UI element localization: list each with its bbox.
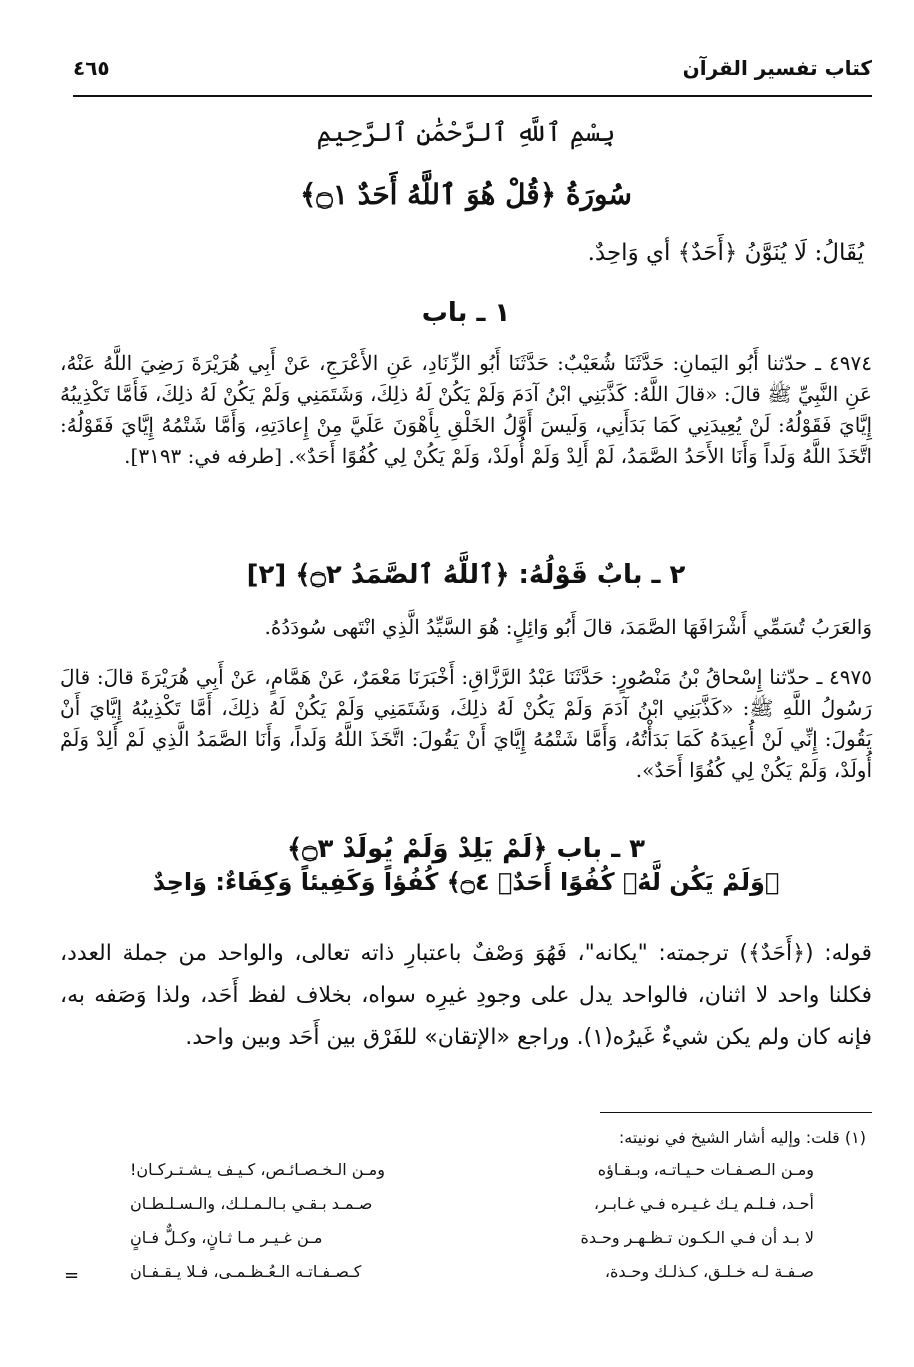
page-number: ٤٦٥	[73, 56, 110, 80]
commentary-paragraph: قوله: (﴿أَحَدٌ﴾) ترجمته: "يكانه"، فَهُوَ وَصْفٌ باعتبارِ ذاته تعالى، والواحد من جملة العدد، فكلنا واحد لا اثنان، فالواحد يدل على وجودِ غيرِه سواه، بخلاف لفظ أَحَد، ولذا وَصَفه به، فإنه كان ولم يكن شيءٌ غَيرُه(١). وراجع «الإتقان» للفَرْق بين أَحَد وبين واحد.	[60, 941, 872, 1050]
footnote-divider	[600, 1112, 872, 1113]
intro-line: يُقَالُ: لَا يُنَوَّنُ ﴿أَحَدٌ﴾ أي وَاحِدٌ.	[587, 240, 864, 266]
hadith-4974: ٤٩٧٤ ـ حدّثنا أَبُو اليَمانِ: حَدَّثَنَا شُعَيْبٌ: حَدَّثَنَا أَبُو الزِّنَادِ، عَنِ الأَعْرَجِ، عَنْ أَبِي هُرَيْرَةَ رَضِيَ اللَّهُ عَنْهُ، عَنِ النَّبِيِّ ﷺ قالَ: «قالَ اللَّهُ: كَذَّبَنِي ابْنُ آدَمَ وَلَمْ يَكُنْ لَهُ ذلِكَ، وَشَتَمَنِي وَلَمْ يَكُنْ لَهُ ذلِكَ، فَأَمَّا تَكْذِيبُهُ إِيَّايَ فَقَوْلُهُ: لَنْ يُعِيدَنِي كَمَا بَدَأَنِي، وَلَيسَ أَوَّلُ الخَلْقِ بِأَهْوَنَ عَلَيَّ مِنْ إِعادَتِهِ، وَأَمَّا شَتْمُهُ إِيَّايَ فَقَوْلُهُ: اتَّخَذَ اللَّهُ وَلَداً وَأَنَا الأَحَدُ الصَّمَدُ، لَمْ أَلِدْ وَلَمْ أُولَدْ، وَلَمْ يَكُنْ لِي كُفُوًا أَحَدٌ». [طرفه في: ٣١٩٣].	[60, 351, 872, 468]
continuation-mark: =	[64, 1265, 80, 1286]
hadith-4975: ٤٩٧٥ ـ حدّثنا إِسْحاقُ بْنُ مَنْصُورٍ: حَدَّثَنَا عَبْدُ الرَّزَّاقِ: أَخْبَرَنَا مَعْمَرٌ، عَنْ هَمَّامٍ، عَنْ أَبِي هُرَيْرَةَ قالَ: قالَ رَسُولُ اللَّهِ ﷺ: «كَذَّبَنِي ابْنُ آدَمَ وَلَمْ يَكُنْ لَهُ ذلِكَ، وَشَتَمَنِي وَلَمْ يَكُنْ لَهُ ذلِكَ، أَمَّا تَكْذِيبُهُ إِيَّايَ أَنْ يَقُولَ: إِنِّي لَنْ أُعِيدَهُ كَمَا بَدَأْتُهُ، وَأَمَّا شَتْمُهُ إِيَّايَ أَنْ يَقُولَ: اتَّخَذَ اللَّهُ وَلَداً، وَأَنَا الصَّمَدُ الَّذِي لَمْ أَلِدْ وَلَمْ أُولَدْ، وَلَمْ يَكُنْ لِي كُفُوًا أَحَدٌ».	[60, 665, 872, 782]
chapter-heading-2: ٢ ـ بابٌ قَوْلُهُ: ﴿ٱللَّهُ ٱلصَّمَدُ ۝٢﴾ [٢]	[246, 560, 686, 590]
page-header	[73, 52, 872, 88]
verse-second-half: مـن غـيـر مـا ثـانٍ، وكـلٌّ فـانٍ	[130, 1228, 323, 1247]
verse-first-half: ومـن الـصـفـات حـيـاتـه، وبـقـاؤه	[597, 1160, 814, 1179]
verse-second-half: صـمـد بـقـي بـالـمـلـك، والـسـلـطـان	[130, 1194, 373, 1213]
verse-first-half: صـفـة لـه خـلـق، كـذلـك وحـدة،	[604, 1262, 814, 1281]
header-divider	[73, 95, 872, 97]
verse-first-half: أحـد، فـلـم يـك غـيـره فـي غـابـر،	[593, 1194, 814, 1213]
poem-verse	[130, 1194, 814, 1228]
footnote-poem	[130, 1160, 814, 1296]
verse-second-half: كـصـفـاتـه الـعُـظـمـى، فـلا يـقـفـان	[130, 1262, 362, 1281]
verse-second-half: ومـن الـخـصـائـص، كـيـف يـشـتـركـان!	[130, 1160, 385, 1179]
chapter-heading-1: ١ ـ باب	[421, 298, 511, 328]
poem-verse	[130, 1228, 814, 1262]
footnote-intro: (١) قلت: وإليه أشار الشيخ في نونيته:	[618, 1128, 866, 1147]
chapter-heading-3-verse: ﴿وَلَمْ يَكُن لَّهُۥ كُفُوًا أَحَدٌۢ ۝٤﴾ كُفُؤاً وَكَفِيئاً وَكِفَاءٌ: وَاحِدٌ	[152, 868, 780, 896]
commentary-line: وَالعَرَبُ تُسَمِّي أَشْرَافَهَا الصَّمَدَ، قالَ أَبُو وَائِلٍ: هُوَ السَّيِّدُ الَّذِي انْتَهى سُودَدُهُ.	[264, 615, 872, 639]
chapter-heading-3: ٣ ـ باب ﴿لَمْ يَلِدْ وَلَمْ يُولَدْ ۝٣﴾	[286, 834, 646, 864]
poem-verse	[130, 1262, 814, 1296]
basmala: بِسْمِ ٱللَّهِ ٱلرَّحْمَٰنِ ٱلرَّحِيمِ	[316, 118, 616, 148]
book-title: كتاب تفسير القرآن	[682, 56, 872, 80]
surah-title: سُورَةُ ﴿قُلْ هُوَ ٱللَّهُ أَحَدٌ ۝١﴾	[300, 178, 632, 211]
verse-first-half: لا بـد أن فـي الـكـون تـظـهـر وحـدة	[580, 1228, 814, 1247]
poem-verse	[130, 1160, 814, 1194]
